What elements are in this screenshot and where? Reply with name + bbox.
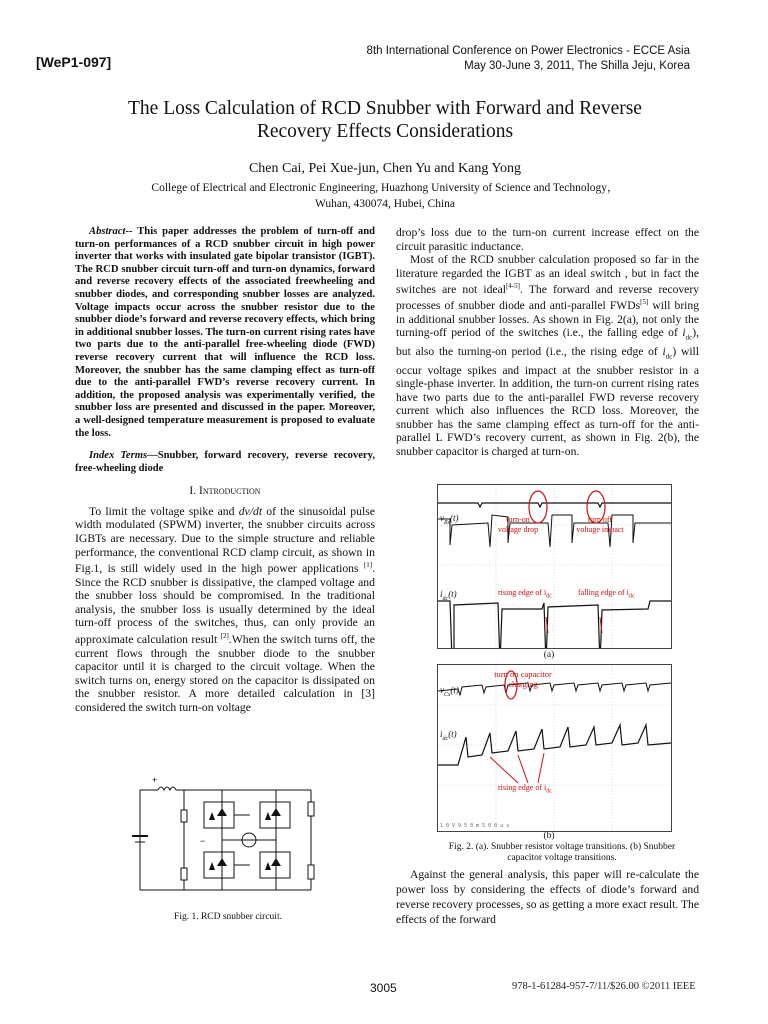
index-terms (75, 450, 375, 475)
fig2-caption-line-2: capacitor voltage transitions. (507, 853, 617, 863)
conference-line-1: 8th International Conference on Power Electronics - ECCE Asia (366, 45, 690, 57)
citation-5[interactable]: [5] (640, 298, 649, 307)
svg-text:+: + (152, 775, 158, 785)
svg-text:1 0 V 9 5 0 m 5 0 0 u s: 1 0 V 9 5 0 m 5 0 0 u s (440, 823, 510, 829)
section-title: Introduction (198, 485, 261, 498)
isbn-copyright: 978-1-61284-957-7/11/$26.00 ©2011 IEEE (512, 981, 696, 992)
right-text-a: Most of the RCD snubber calculation proposed so far in the literature regarded the IGBT as an ideal switch , but in fact the switches are not ideal (396, 253, 699, 296)
intro-text-b: of the sinusoidal pulse width modulated (SPWM) inverter, the snubber circuits across IGBTs are necessary. Due to the simple structure and reliable performance, the conventional RCD clamp circuit, as shown in Fig.1, is still widely used in the high power applications (75, 504, 375, 576)
svg-text:−: − (200, 836, 206, 846)
right-text-e: ) will occur voltage spikes and impact at the snubber resistor in a single-phase inverter. In addition, the turn-on current rising rates have two parts due to the anti-parallel FWD reverse recovery current which also influences the RCD loss. Moreover, the snubber has the same clamping effect as turn-off for the anti-parallel L FWD’s recovery current, as shown in Fig. 2(b), the snubber capacitor is charged at turn-on. (396, 345, 699, 458)
page-number: 3005 (370, 981, 397, 995)
abstract (75, 226, 375, 440)
fig2b-scope-capture (437, 664, 672, 832)
fig2a-annotation-turn-on: turn-on voltage drop (497, 515, 539, 534)
fig2b-annotation-rising: rising edge of $i_{dc}$ (498, 783, 552, 795)
fig2a-waveforms (438, 485, 671, 648)
authors: Chen Cai, Pei Xue-jun, Chen Yu and Kang Yong (248, 161, 522, 176)
fig2-caption-line-1: Fig. 2. (a). Snubber resistor voltage transitions. (b) Snubber (448, 842, 676, 852)
citation-1[interactable]: [1] (363, 561, 373, 570)
right-text-d: ), but also the turning-on period (i.e., the rising edge of (396, 326, 699, 359)
fig1-caption: Fig. 1. RCD snubber circuit. (174, 912, 282, 922)
fig2b-idc-label: $i_{dc}(t)$ (440, 729, 457, 742)
fig2b-vcs-label: $v_{Cs}(t)$ (440, 685, 459, 698)
paper-title (60, 97, 710, 143)
idc-symbol-2: i (662, 345, 666, 359)
fig2b-annotation-charging: turn on capacitor charging (494, 669, 552, 689)
rcd-snubber-circuit-diagram (126, 770, 328, 908)
affiliation-line-1: College of Electrical and Electronic Engineering, Huazhong University of Science and Technology， (151, 182, 619, 194)
fig2a-annotation-turn-off: turn off voltage impact (576, 515, 624, 534)
fig2a-scope-capture (437, 484, 672, 649)
fig2a-sublabel: (a) (543, 650, 555, 660)
abstract-label: Abstract (89, 226, 126, 237)
abstract-text: -- This paper addresses the problem of turn-off and turn-on performances of a RCD snubber circuit in high power inverter that works with insulated gate bipolar transistor (IGBT). The RCD snubber circuit turn-off and turn-on dynamics, forward and reverse recovery effects of the associated freewheeling and snubber diodes, and corresponding snubber losses are analyzed. Voltage impacts occur across the snubber resistor due to the snubber diode’s forward and reverse recovery effects, which bring in additional snubber losses. The turn-on current rising rates have two parts due to the anti-parallel free-wheeling diode (FWD) reverse recovery current that will influence the RCD loss. Moreover, the snubber has the same clamping effect as turn-off due to the anti-parallel FWD’s reverse recovery current. In addition, the proposed analysis was experimentally verified, the snubber loss are presented and discussed in the paper. Moreover, a well-designed temperature measurement is proposed to evaluate the loss. (75, 226, 375, 439)
right-paragraph-2: Against the general analysis, this paper will re-calculate the power loss by considering the effects of diode’s forward and reverse recovery processes, so as getting a more exact result. The effects of the forward (396, 868, 699, 926)
right-text-b: . The forward and reverse recovery processes of snubber diode and anti-parallel FWDs (396, 282, 699, 313)
conference-info (367, 44, 690, 74)
fig2a-idc-label: $i_{dc}(t)$ (440, 589, 457, 602)
right-paragraph-1 (396, 253, 699, 458)
title-line-2: Recovery Effects Considerations (256, 121, 514, 142)
dvdt-term: dv/dt (238, 504, 263, 518)
fig2-caption (412, 842, 712, 864)
idc-sub-1: dc (685, 333, 693, 342)
right-column (396, 226, 699, 458)
session-tag: [WeP1-097] (36, 54, 112, 70)
left-column (75, 226, 375, 714)
idc-sub-2: dc (665, 352, 673, 361)
index-terms-label: Index Terms (89, 450, 148, 462)
citation-4-5[interactable]: [4-5] (505, 282, 520, 290)
index-terms-text: —Snubber, forward recovery, reverse recovery, free-wheeling diode (75, 450, 375, 474)
citation-2[interactable]: [2] (220, 632, 229, 641)
fig2a-annotation-rising: rising edge of $i_{dc}$ (498, 588, 552, 600)
intro-text-a: To limit the voltage spike and (89, 504, 239, 518)
intro-text-d: .When the switch turns off, the current flows through the snubber diode to the snubber capacitor until it is charged to the circuit voltage. When the switch turns on, energy stored on the capacitor is dissipated on the snubber resistor. A more detailed calculation in [3] considered the switch turn-on voltage (75, 632, 375, 714)
section-number: I. (189, 485, 197, 498)
section-heading-introduction (75, 485, 375, 499)
intro-paragraph (75, 505, 375, 715)
right-text-c: will bring in additional snubber losses. As shown in Fig. 2(a), not only the turning-off period of the switches (i.e., the falling edge of (396, 299, 699, 340)
conference-line-2: May 30-June 3, 2011, The Shilla Jeju, Korea (464, 60, 690, 72)
idc-symbol-1: i (682, 326, 686, 340)
fig2b-waveforms (438, 665, 671, 831)
fig2b-sublabel: (b) (543, 831, 555, 841)
fig2a-vrs-label: $v_{Rs}(t)$ (440, 513, 459, 526)
intro-text-c: . Since the RCD snubber is dissipative, the clamped voltage and the snubber loss should be compromised. In the traditional analysis, the snubber loss is usually determined by the ideal turn-off process of the switches, thus, can only provide an approximate calculation result (75, 562, 375, 646)
affiliation-line-2: Wuhan, 430074, Hubei, China (314, 198, 456, 210)
right-paragraph-0: drop’s loss due to the turn-on current increase effect on the circuit parasitic inductance. (396, 226, 699, 253)
title-line-1: The Loss Calculation of RCD Snubber with Forward and Reverse (128, 98, 642, 119)
fig2a-annotation-falling: falling edge of $i_{dc}$ (578, 588, 635, 600)
affiliation (60, 180, 710, 212)
